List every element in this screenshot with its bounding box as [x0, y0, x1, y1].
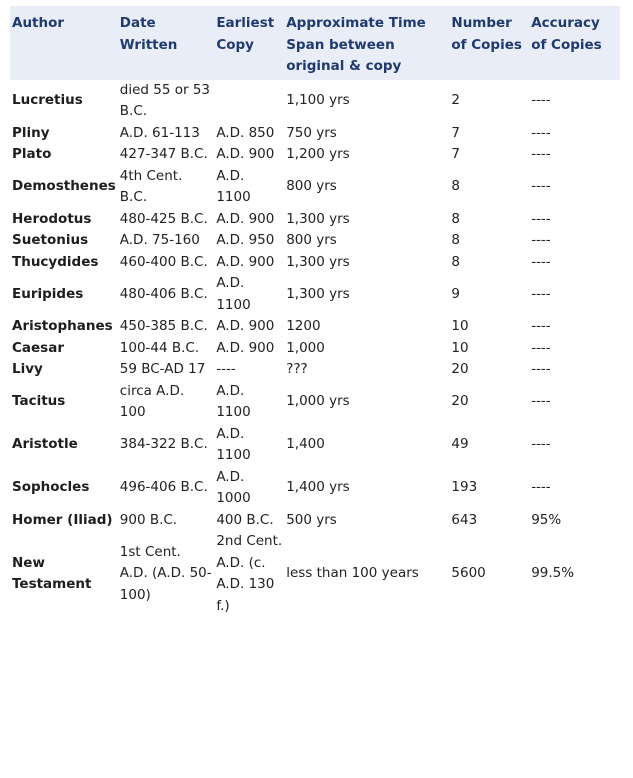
table-row: [10, 273, 620, 316]
cell-accuracy: ----: [531, 318, 551, 334]
cell-time-span: 1,100 yrs: [286, 92, 350, 109]
cell-accuracy: 99.5%: [531, 565, 575, 582]
cell-time-span: less than 100 years: [286, 565, 419, 582]
cell-number-of-copies: 9: [451, 285, 460, 302]
cell-accuracy: ----: [531, 232, 551, 248]
header-earliest-copy: Earliest Copy: [216, 15, 275, 53]
cell-earliest-copy: A.D. 900: [216, 253, 275, 270]
table-row: [10, 230, 620, 252]
cell-author: Caesar: [12, 339, 64, 356]
cell-author: Herodotus: [12, 210, 92, 227]
cell-accuracy: ----: [531, 393, 551, 410]
cell-date-written: 900 B.C.: [119, 511, 178, 528]
cell-earliest-copy: A.D. 1100: [216, 275, 251, 313]
header-accuracy: Accuracy of Copies: [531, 15, 602, 53]
cell-earliest-copy: 2nd Cent. A.D. (c. A.D. 130 f.): [216, 533, 283, 614]
cell-earliest-copy: A.D. 900: [216, 146, 275, 162]
cell-date-written: 4th Cent. B.C.: [119, 167, 183, 205]
cell-accuracy: ----: [531, 178, 551, 195]
table-row: [10, 359, 620, 381]
table-row: [10, 338, 620, 360]
cell-number-of-copies: 8: [451, 178, 460, 195]
cell-time-span: ???: [286, 361, 308, 377]
cell-number-of-copies: 20: [451, 393, 469, 410]
cell-date-written: 496-406 B.C.: [119, 479, 208, 496]
cell-number-of-copies: 2: [451, 92, 460, 109]
cell-number-of-copies: 20: [451, 361, 469, 377]
cell-date-written: 59 BC-AD 17: [119, 361, 206, 377]
cell-author: Aristophanes: [12, 318, 113, 334]
cell-number-of-copies: 8: [451, 253, 460, 270]
cell-number-of-copies: 10: [451, 318, 469, 334]
table-row: [10, 252, 620, 274]
cell-accuracy: ----: [531, 339, 551, 356]
cell-author: Demosthenes: [12, 178, 116, 195]
cell-author: Plato: [12, 146, 52, 162]
cell-earliest-copy: A.D. 950: [216, 232, 275, 248]
cell-number-of-copies: 8: [451, 232, 460, 248]
table-row: [10, 424, 620, 467]
cell-date-written: A.D. 61-113: [119, 124, 200, 141]
cell-date-written: 460-400 B.C.: [119, 253, 208, 270]
cell-author: Livy: [12, 361, 43, 377]
cell-earliest-copy: 400 B.C.: [216, 511, 274, 528]
cell-accuracy: ----: [531, 285, 551, 302]
cell-accuracy: ----: [531, 436, 551, 453]
cell-date-written: 384-322 B.C.: [119, 436, 208, 453]
cell-number-of-copies: 193: [451, 479, 478, 496]
cell-number-of-copies: 5600: [451, 565, 486, 582]
table-row: [10, 381, 620, 424]
cell-earliest-copy: ----: [216, 361, 236, 377]
cell-number-of-copies: 8: [451, 210, 460, 227]
table-row: [10, 316, 620, 338]
header-number-of-copies: Number of Copies: [451, 15, 522, 53]
header-row: [10, 6, 620, 80]
cell-time-span: 750 yrs: [286, 124, 337, 141]
cell-accuracy: ----: [531, 124, 551, 141]
cell-date-written: circa A.D. 100: [119, 382, 185, 420]
cell-date-written: 450-385 B.C.: [119, 318, 208, 334]
cell-author: Aristotle: [12, 436, 78, 453]
cell-date-written: died 55 or 53 B.C.: [119, 81, 211, 119]
cell-number-of-copies: 7: [451, 146, 460, 162]
table-row: [10, 531, 620, 617]
cell-date-written: 100-44 B.C.: [119, 339, 200, 356]
table-row: [10, 510, 620, 532]
cell-time-span: 1,400: [286, 436, 325, 453]
table-row: [10, 144, 620, 166]
cell-author: Pliny: [12, 124, 50, 141]
cell-date-written: 1st Cent. A.D. (A.D. 50-100): [119, 543, 212, 603]
header-date-written: Date Written: [119, 15, 178, 53]
cell-earliest-copy: A.D. 850: [216, 124, 275, 141]
cell-accuracy: ----: [531, 253, 551, 270]
manuscript-comparison-table: [10, 6, 620, 617]
cell-earliest-copy: A.D. 900: [216, 339, 275, 356]
cell-accuracy: ----: [531, 92, 551, 109]
table-row: [10, 80, 620, 123]
cell-earliest-copy: A.D. 900: [216, 210, 275, 227]
cell-time-span: 1,300 yrs: [286, 285, 350, 302]
cell-earliest-copy: A.D. 1100: [216, 425, 251, 463]
cell-author: Tacitus: [12, 393, 66, 410]
header-author: Author: [12, 15, 65, 31]
cell-time-span: 800 yrs: [286, 232, 337, 248]
cell-accuracy: ----: [531, 210, 551, 227]
cell-time-span: 500 yrs: [286, 511, 337, 528]
cell-earliest-copy: A.D. 1100: [216, 167, 251, 205]
cell-author: Sophocles: [12, 479, 90, 496]
table-row: [10, 123, 620, 145]
cell-time-span: 1,300 yrs: [286, 253, 350, 270]
cell-earliest-copy: [214, 80, 284, 123]
cell-earliest-copy: A.D. 1000: [216, 468, 251, 506]
cell-number-of-copies: 49: [451, 436, 469, 453]
cell-date-written: 427-347 B.C.: [119, 146, 208, 162]
cell-author: Thucydides: [12, 253, 99, 270]
cell-earliest-copy: A.D. 900: [216, 318, 275, 334]
cell-time-span: 1,200 yrs: [286, 146, 350, 162]
cell-earliest-copy: A.D. 1100: [216, 382, 251, 420]
cell-number-of-copies: 643: [451, 511, 478, 528]
cell-author: Homer (Iliad): [12, 511, 113, 528]
cell-time-span: 1,000: [286, 339, 325, 356]
cell-time-span: 1,000 yrs: [286, 393, 350, 410]
cell-time-span: 800 yrs: [286, 178, 337, 195]
cell-accuracy: 95%: [531, 511, 562, 528]
table-header: [10, 6, 620, 80]
cell-time-span: 1,300 yrs: [286, 210, 350, 227]
cell-author: New Testament: [12, 554, 92, 592]
cell-accuracy: ----: [531, 479, 551, 496]
table-row: [10, 467, 620, 510]
cell-author: Suetonius: [12, 232, 89, 248]
cell-time-span: 1,400 yrs: [286, 479, 350, 496]
table-body: [10, 80, 620, 618]
cell-date-written: 480-425 B.C.: [119, 210, 208, 227]
cell-time-span: 1200: [286, 318, 321, 334]
header-time-span: Approximate Time Span between original & copy: [286, 15, 426, 74]
cell-date-written: 480-406 B.C.: [119, 285, 208, 302]
table-row: [10, 209, 620, 231]
cell-accuracy: ----: [531, 361, 551, 377]
cell-accuracy: ----: [531, 146, 551, 162]
cell-date-written: A.D. 75-160: [119, 232, 200, 248]
cell-number-of-copies: 7: [451, 124, 460, 141]
cell-number-of-copies: 10: [451, 339, 469, 356]
cell-author: Lucretius: [12, 92, 83, 109]
cell-author: Euripides: [12, 285, 84, 302]
table-row: [10, 166, 620, 209]
